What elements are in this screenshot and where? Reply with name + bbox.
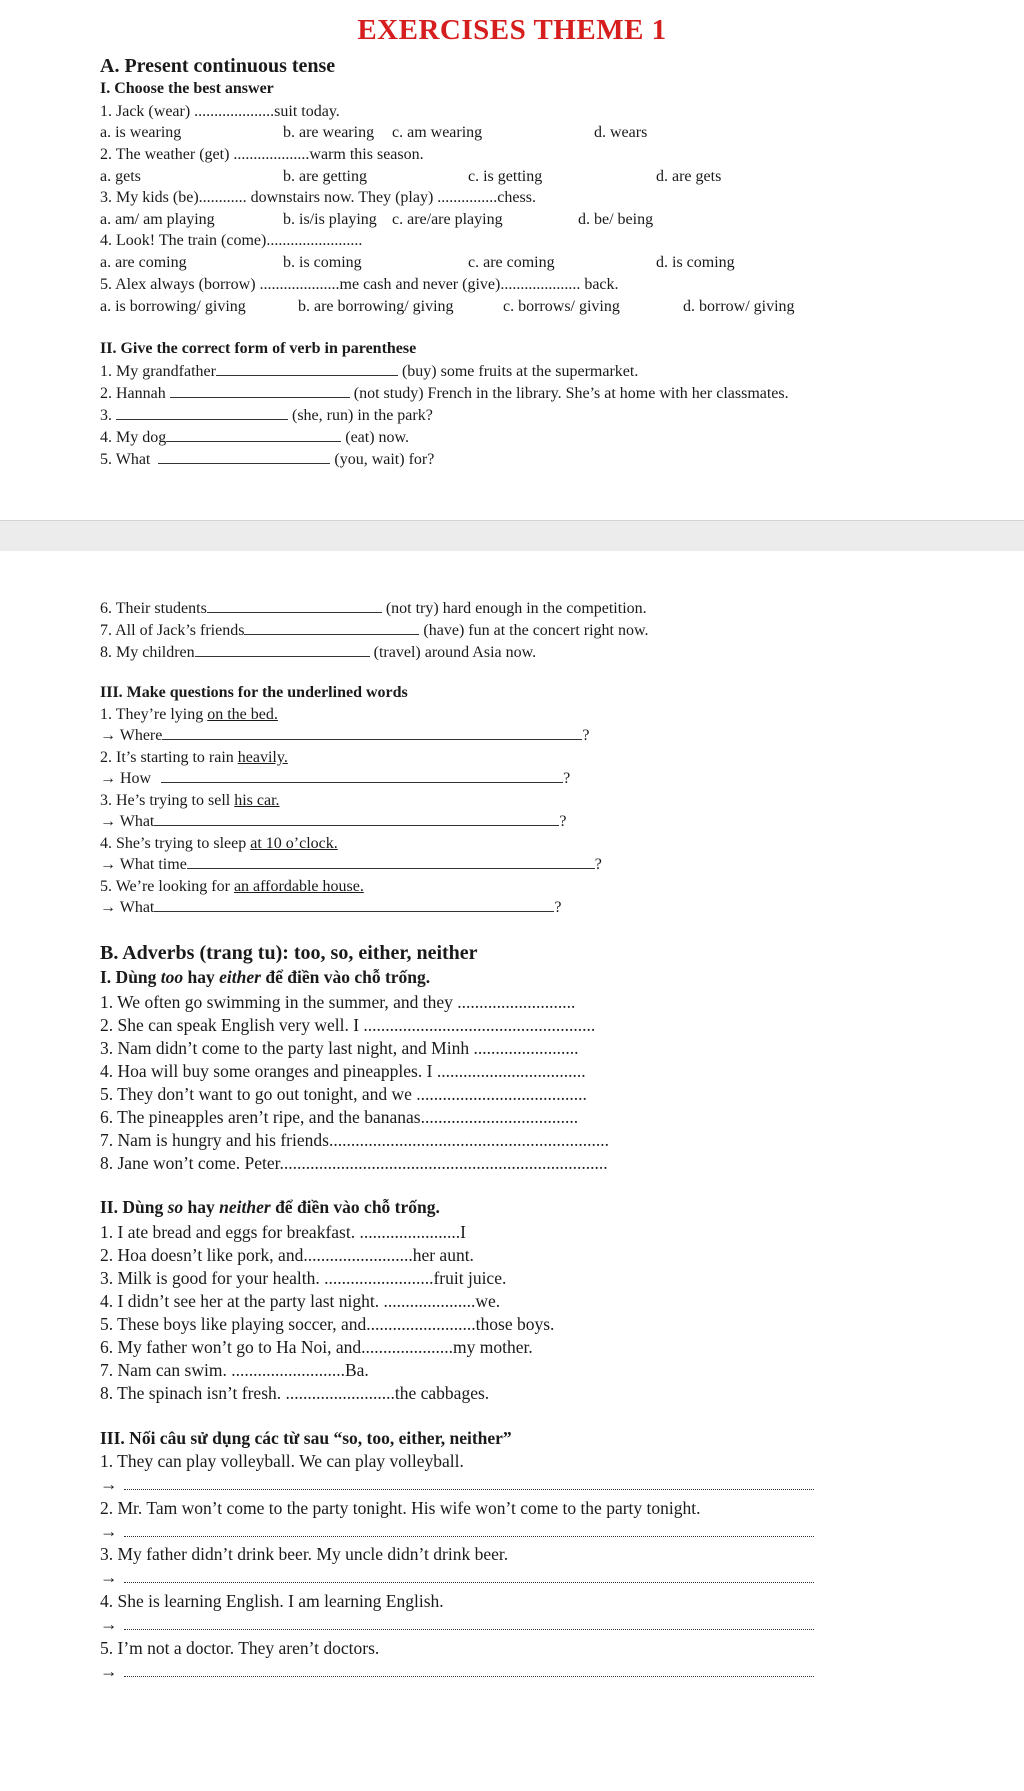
answer-blank[interactable]: ......................... [324, 1268, 434, 1288]
so-neither-item-3: 3. Milk is good for your health. .........................fruit juice. [100, 1268, 507, 1288]
answer-blank[interactable]: .......................... [231, 1360, 345, 1380]
answer-blank[interactable] [162, 727, 582, 740]
part-a2-heading: II. Give the correct form of verb in parenthese [100, 340, 417, 357]
answer-blank[interactable] [207, 600, 382, 613]
part-b2-heading: II. Dùng so hay neither để điền vào chỗ trống. [100, 1197, 440, 1217]
verb-item-6: 6. Their students (not try) hard enough in the competition. [100, 600, 647, 617]
too-either-item-6: 6. The pineapples aren’t ripe, and the bananas.................................... [100, 1107, 579, 1127]
option-b[interactable]: b. are borrowing/ giving [298, 298, 454, 315]
so-neither-item-5: 5. These boys like playing soccer, and.........................those boys. [100, 1314, 555, 1334]
option-c[interactable]: c. borrows/ giving [503, 298, 620, 315]
answer-blank[interactable] [116, 407, 288, 420]
option-d[interactable]: d. are gets [656, 168, 722, 185]
option-c[interactable]: c. is getting [468, 168, 543, 185]
question-5: 5. Alex always (borrow) ....................me cash and never (give).................... back. [100, 276, 619, 293]
option-c[interactable]: c. are/are playing [392, 211, 503, 228]
question-2: 2. The weather (get) ...................warm this season. [100, 146, 424, 163]
page-break [0, 520, 1024, 552]
section-b-heading: B. Adverbs (trang tu): too, so, either, neither [100, 942, 478, 964]
verb-item-7: 7. All of Jack’s friends (have) fun at the concert right now. [100, 622, 649, 639]
combine-answer-2: → [100, 1521, 814, 1542]
answer-line-2: → How ? [100, 770, 571, 787]
answer-blank[interactable] [187, 856, 595, 869]
answer-blank[interactable] [170, 385, 350, 398]
answer-blank[interactable] [161, 770, 563, 783]
answer-blank[interactable] [166, 429, 341, 442]
option-a[interactable]: a. am/ am playing [100, 211, 215, 228]
answer-blank[interactable] [124, 1477, 814, 1490]
answer-blank[interactable]: ............... [437, 189, 498, 206]
option-b[interactable]: b. is/is playing [283, 211, 377, 228]
answer-blank[interactable]: .................... [259, 276, 340, 293]
combine-answer-3: → [100, 1567, 814, 1588]
question-item-4: 4. She’s trying to sleep at 10 o’clock. [100, 835, 338, 852]
option-b[interactable]: b. is coming [283, 254, 362, 271]
too-either-item-4: 4. Hoa will buy some oranges and pineapples. I .................................. [100, 1061, 586, 1081]
too-either-item-8: 8. Jane won’t come. Peter........................................................................... [100, 1153, 608, 1173]
so-neither-item-8: 8. The spinach isn’t fresh. .........................the cabbages. [100, 1383, 490, 1403]
option-a[interactable]: a. are coming [100, 254, 187, 271]
too-either-item-5: 5. They don’t want to go out tonight, and we ....................................... [100, 1084, 587, 1104]
answer-line-4: → What time ? [100, 856, 602, 873]
answer-blank[interactable]: ......................... [303, 1245, 413, 1265]
answer-blank[interactable]: ........................ [473, 1038, 579, 1058]
page-two [0, 551, 1024, 1791]
answer-blank[interactable]: ........................................................................... [279, 1153, 608, 1173]
answer-blank[interactable] [124, 1664, 814, 1677]
page-one [0, 0, 1024, 520]
verb-item-5: 5. What (you, wait) for? [100, 451, 435, 468]
answer-blank[interactable]: ....................... [359, 1222, 461, 1242]
answer-line-1: → Where ? [100, 727, 590, 744]
too-either-item-1: 1. We often go swimming in the summer, and they ........................... [100, 992, 576, 1012]
answer-blank[interactable] [216, 363, 398, 376]
combine-item-5: 5. I’m not a doctor. They aren’t doctors. [100, 1638, 380, 1658]
answer-blank[interactable]: ......................... [285, 1383, 395, 1403]
verb-item-3: 3. (she, run) in the park? [100, 407, 433, 424]
too-either-item-2: 2. She can speak English very well. I ..................................................... [100, 1015, 596, 1035]
too-either-item-3: 3. Nam didn’t come to the party last night, and Minh ........................ [100, 1038, 579, 1058]
answer-line-5: → What ? [100, 899, 562, 916]
combine-item-3: 3. My father didn’t drink beer. My uncle didn’t drink beer. [100, 1544, 509, 1564]
section-a-heading: A. Present continuous tense [100, 55, 336, 77]
question-item-5: 5. We’re looking for an affordable house. [100, 878, 364, 895]
combine-answer-4: → [100, 1614, 814, 1635]
verb-item-4: 4. My dog (eat) now. [100, 429, 410, 446]
answer-blank[interactable] [154, 899, 554, 912]
answer-blank[interactable] [154, 813, 559, 826]
answer-blank[interactable]: ................... [233, 146, 310, 163]
option-b[interactable]: b. are wearing [283, 124, 375, 141]
answer-blank[interactable]: ......................... [366, 1314, 476, 1334]
answer-blank[interactable]: ........................ [266, 232, 363, 249]
answer-blank[interactable] [124, 1524, 814, 1537]
page-title: EXERCISES THEME 1 [357, 14, 667, 46]
answer-blank[interactable] [124, 1617, 814, 1630]
question-item-1: 1. They’re lying on the bed. [100, 706, 278, 723]
answer-blank[interactable]: ................................................................ [328, 1130, 609, 1150]
combine-item-2: 2. Mr. Tam won’t come to the party tonight. His wife won’t come to the party tonight. [100, 1498, 701, 1518]
so-neither-item-6: 6. My father won’t go to Ha Noi, and.....................my mother. [100, 1337, 533, 1357]
option-d[interactable]: d. is coming [656, 254, 735, 271]
answer-blank[interactable] [158, 451, 330, 464]
option-c[interactable]: c. are coming [468, 254, 555, 271]
verb-item-8: 8. My children (travel) around Asia now. [100, 644, 537, 661]
part-b1-heading: I. Dùng too hay either để điền vào chỗ trống. [100, 967, 431, 987]
question-item-3: 3. He’s trying to sell his car. [100, 792, 280, 809]
option-b[interactable]: b. are getting [283, 168, 367, 185]
answer-blank[interactable]: ..................................................... [363, 1015, 596, 1035]
answer-blank[interactable] [244, 622, 419, 635]
combine-item-1: 1. They can play volleyball. We can play volleyball. [100, 1451, 464, 1471]
answer-blank[interactable] [195, 644, 370, 657]
answer-blank[interactable]: ..................... [361, 1337, 454, 1357]
question-item-2: 2. It’s starting to rain heavily. [100, 749, 288, 766]
answer-blank[interactable]: ........................... [457, 992, 576, 1012]
answer-blank[interactable]: .................................. [436, 1061, 586, 1081]
option-d[interactable]: d. borrow/ giving [683, 298, 795, 315]
answer-blank[interactable]: .................... [500, 276, 581, 293]
question-1: 1. Jack (wear) ....................suit today. [100, 103, 340, 120]
answer-blank[interactable]: ....................................... [416, 1084, 587, 1104]
verb-item-2: 2. Hannah (not study) French in the library. She’s at home with her classmates. [100, 385, 789, 402]
answer-line-3: → What ? [100, 813, 567, 830]
answer-blank[interactable]: .................... [194, 103, 275, 120]
option-a[interactable]: a. is borrowing/ giving [100, 298, 246, 315]
combine-item-4: 4. She is learning English. I am learning English. [100, 1591, 444, 1611]
answer-blank[interactable]: ..................... [383, 1291, 476, 1311]
so-neither-item-1: 1. I ate bread and eggs for breakfast. .......................I [100, 1222, 466, 1242]
verb-item-1: 1. My grandfather (buy) some fruits at the supermarket. [100, 363, 639, 380]
part-b3-heading: III. Nối câu sử dụng các từ sau “so, too, either, neither” [100, 1428, 512, 1448]
answer-blank[interactable]: ............ [198, 189, 247, 206]
option-a[interactable]: a. gets [100, 168, 141, 185]
too-either-item-7: 7. Nam is hungry and his friends................................................................ [100, 1130, 609, 1150]
answer-blank[interactable] [124, 1570, 814, 1583]
option-d[interactable]: d. wears [594, 124, 648, 141]
question-4: 4. Look! The train (come)........................ [100, 232, 363, 249]
answer-blank[interactable]: .................................... [420, 1107, 579, 1127]
option-c[interactable]: c. am wearing [392, 124, 483, 141]
option-d[interactable]: d. be/ being [578, 211, 654, 228]
part-a3-heading: III. Make questions for the underlined words [100, 684, 408, 701]
question-3: 3. My kids (be)............ downstairs now. They (play) ...............chess. [100, 189, 536, 206]
so-neither-item-7: 7. Nam can swim. ..........................Ba. [100, 1360, 369, 1380]
so-neither-item-2: 2. Hoa doesn’t like pork, and.........................her aunt. [100, 1245, 474, 1265]
combine-answer-5: → [100, 1661, 814, 1682]
part-a1-heading: I. Choose the best answer [100, 80, 274, 97]
option-a[interactable]: a. is wearing [100, 124, 182, 141]
combine-answer-1: → [100, 1474, 814, 1495]
so-neither-item-4: 4. I didn’t see her at the party last night. .....................we. [100, 1291, 501, 1311]
